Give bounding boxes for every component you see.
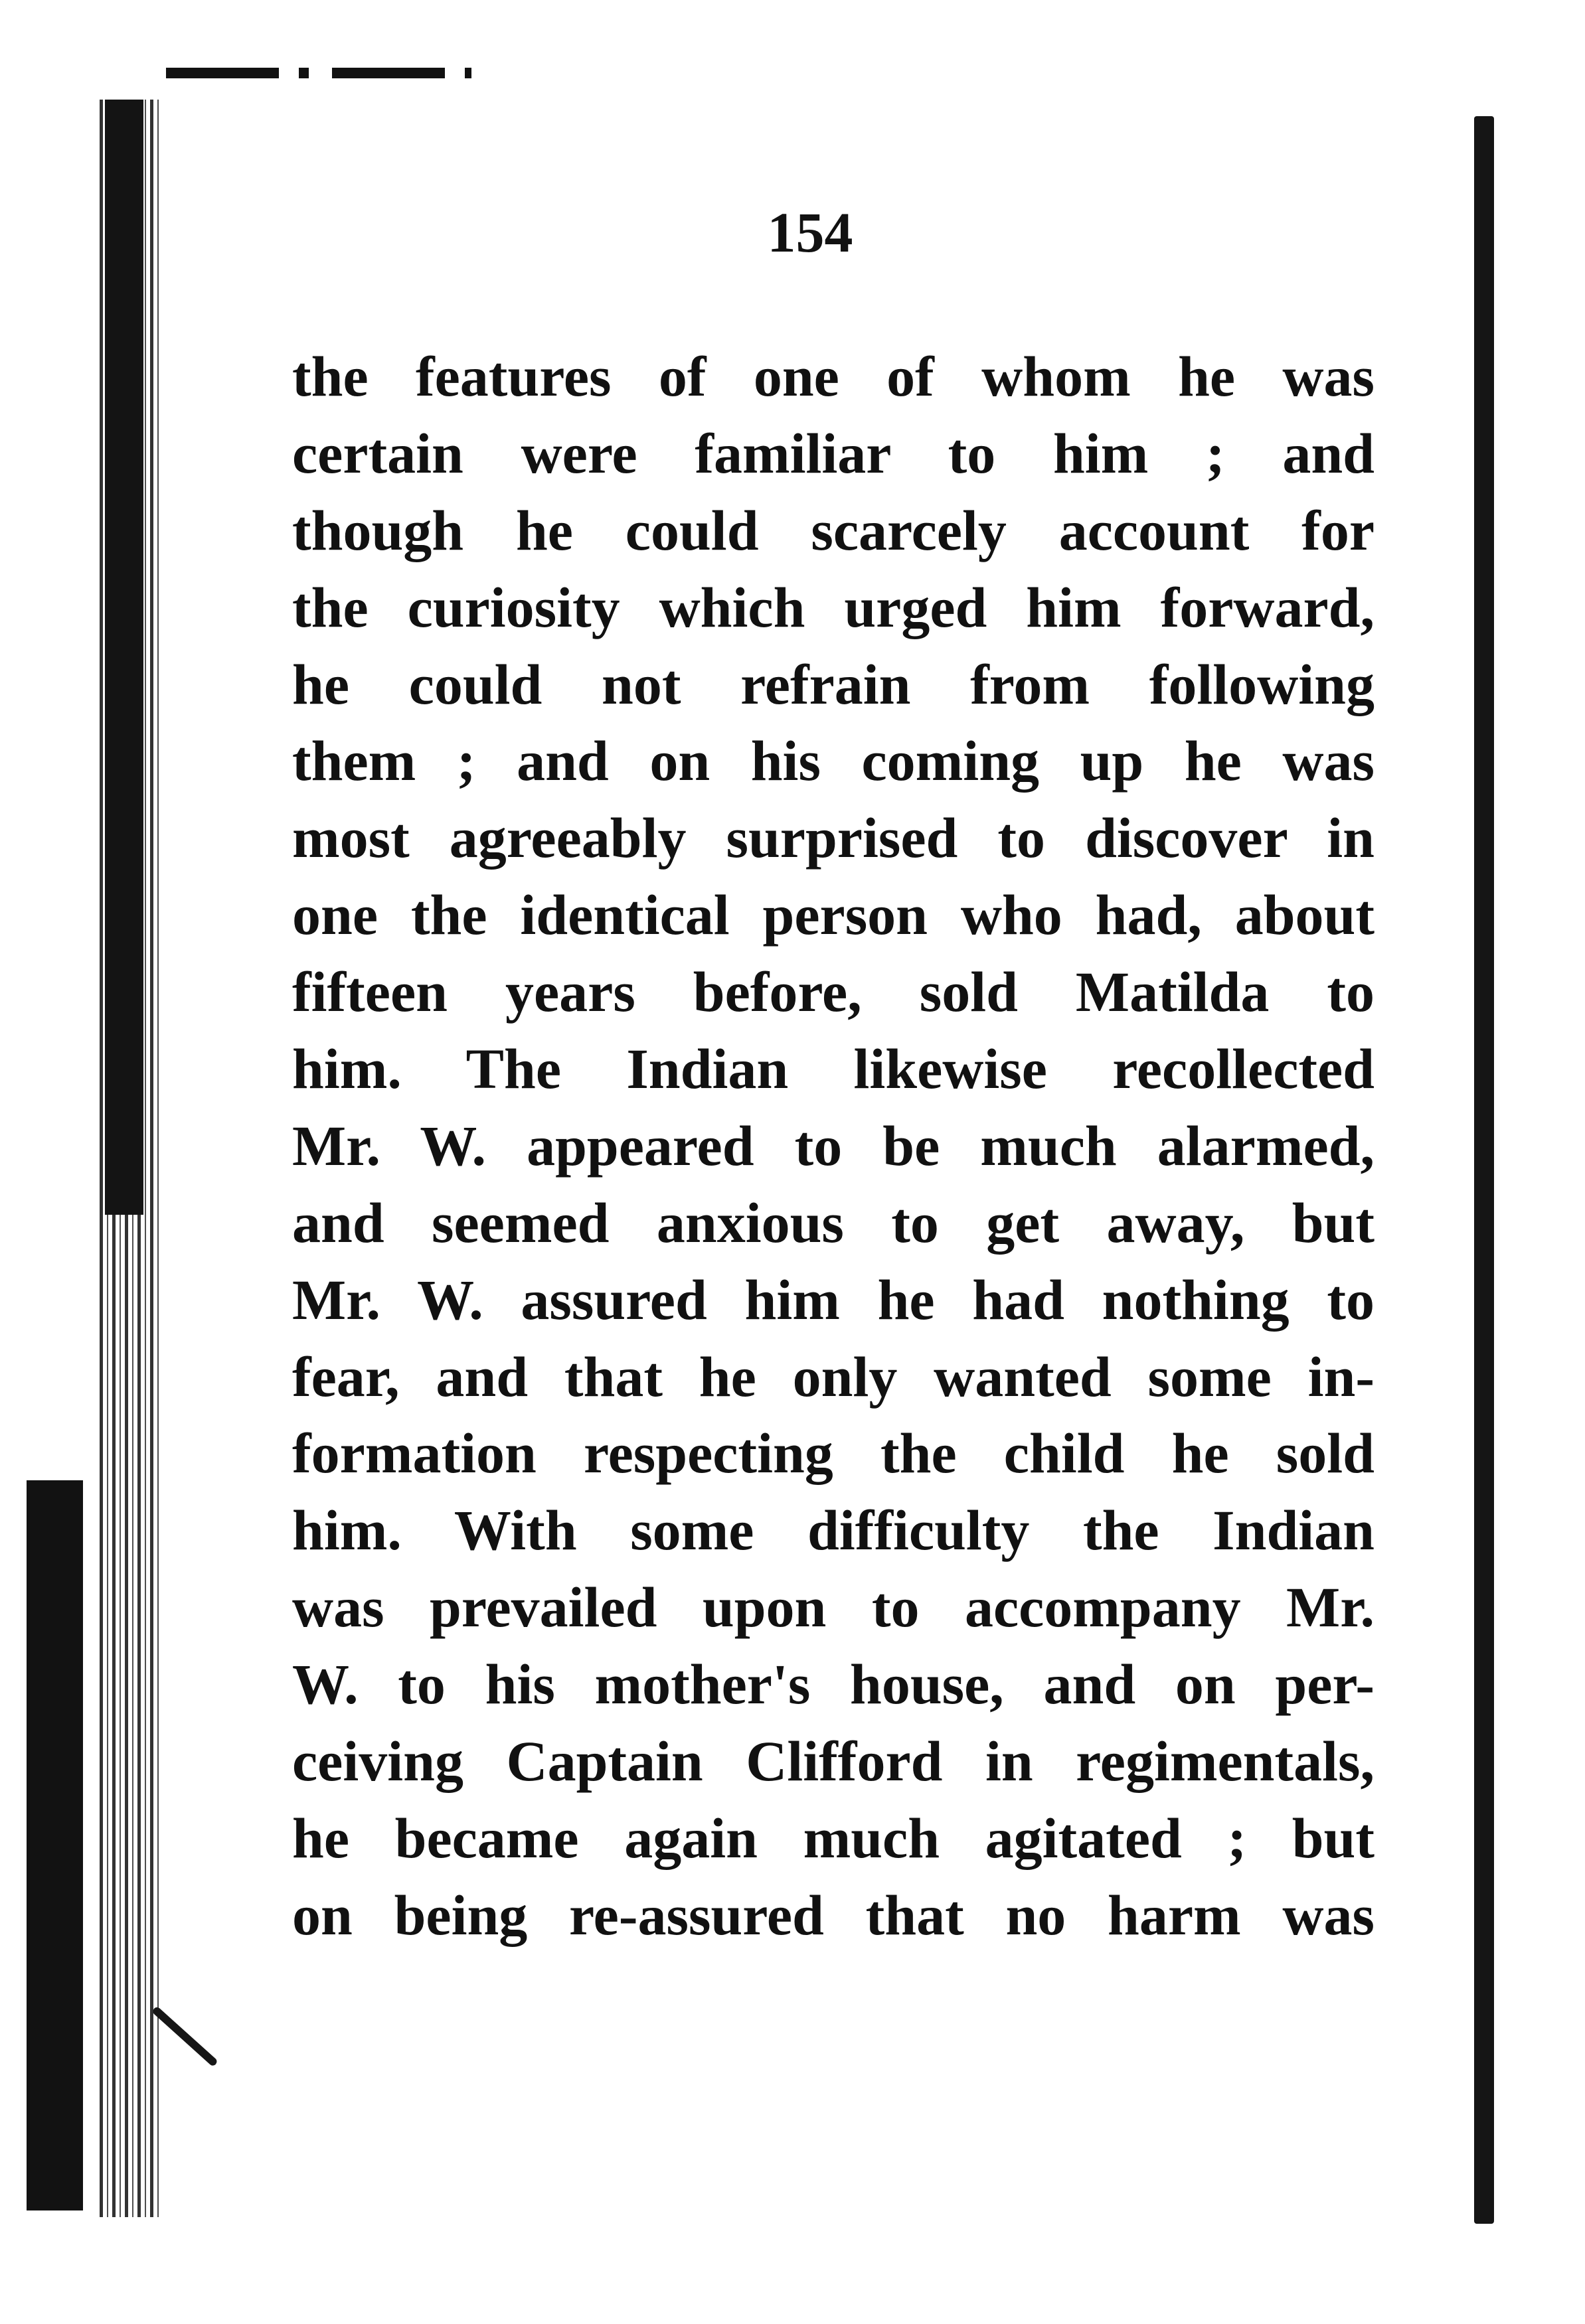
- text-line: the curiosity which urged him forward,: [292, 575, 1375, 639]
- text-line: one the identical person who had, about: [292, 883, 1375, 947]
- text-line: he could not refrain from following: [292, 652, 1375, 716]
- text-line: most agreeably surprised to discover in: [292, 806, 1375, 870]
- gutter-line-right: [1474, 116, 1494, 2224]
- text-line: fear, and that he only wanted some in-: [292, 1344, 1375, 1409]
- text-line: them ; and on his coming up he was: [292, 729, 1375, 793]
- text-line: him. The Indian likewise recollected: [292, 1037, 1375, 1101]
- text-line: was prevailed upon to accompany Mr.: [292, 1575, 1375, 1640]
- text-line: Mr. W. appeared to be much alarmed,: [292, 1113, 1375, 1178]
- body-text: [292, 339, 1375, 1954]
- text-line: Mr. W. assured him he had nothing to: [292, 1267, 1375, 1332]
- book-edge-top-strip: [166, 68, 471, 78]
- text-line: on being re-assured that no harm was: [292, 1883, 1375, 1947]
- text-line: formation respecting the child he sold: [292, 1421, 1375, 1486]
- text-line: W. to his mother's house, and on per-: [292, 1652, 1375, 1717]
- pen-stroke-mark: [151, 2006, 218, 2068]
- text-line: fifteen years before, sold Matilda to: [292, 960, 1375, 1024]
- text-line: the features of one of whom he was: [292, 345, 1375, 408]
- book-edge-left-lower: [27, 1480, 83, 2210]
- text-line: ceiving Captain Clifford in regimentals,: [292, 1729, 1375, 1794]
- book-edge-left-shadow: [105, 100, 143, 1215]
- text-line: and seemed anxious to get away, but: [292, 1190, 1375, 1255]
- text-line: though he could scarcely account for: [292, 498, 1375, 562]
- page-number: 154: [767, 200, 853, 264]
- text-line: certain were familiar to him ; and: [292, 421, 1375, 485]
- text-line: him. With some difficulty the Indian: [292, 1498, 1375, 1563]
- text-line: he became again much agitated ; but: [292, 1806, 1375, 1870]
